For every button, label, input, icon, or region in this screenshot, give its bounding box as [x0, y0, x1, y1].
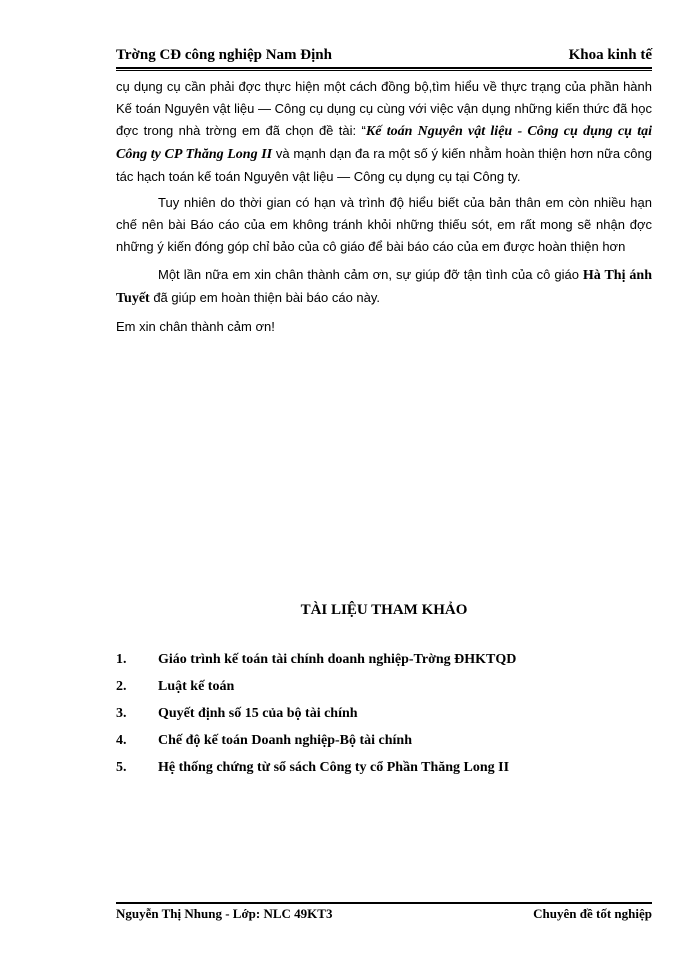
- footer-rule: [116, 902, 652, 904]
- paragraph-3: Một lần nữa em xin chân thành cảm ơn, sự giúp đỡ tận tình của cô giáo Hà Thị ánh Tuyết đã giúp em hoàn thiện bài báo cáo này.: [116, 267, 652, 306]
- reference-item: 2. Luật kế toán: [116, 679, 235, 694]
- advisor-name: Hà Thị ánh Tuyết: [116, 268, 652, 306]
- reference-item: 1. Giáo trình kế toán tài chính doanh nghiệp-Trờng ĐHKTQD: [116, 652, 517, 667]
- header-school: Trờng CĐ công nghiệp Nam Định: [116, 47, 332, 63]
- page-header: [116, 44, 652, 66]
- footer-doc-type: Chuyên đề tốt nghiệp: [533, 906, 652, 921]
- header-rule-thin: [116, 70, 652, 71]
- header-rule: [116, 67, 652, 69]
- references-title: TÀI LIỆU THAM KHẢO: [300, 602, 468, 618]
- footer-author: Nguyễn Thị Nhung - Lớp: NLC 49KT3: [116, 906, 333, 921]
- reference-item: 5. Hệ thống chứng từ sổ sách Công ty cổ Phần Thăng Long II: [116, 760, 510, 775]
- body-text: [116, 76, 652, 338]
- paragraph-1: cụ dụng cụ cần phải đợc thực hiện một cách đồng bộ,tìm hiểu về thực trạng của phần hành Kế toán Nguyên vật liệu — Công cụ dụng cụ cùng với việc vận dụng những kiến thức đã học đợc trong nhà trờng em đã chọn đề tài: “Kế toán Nguyên vật liệu - Công cụ dụng cụ tại Công ty CP Thăng Long II và mạnh dạn đa ra một số ý kiến nhằm hoàn thiện hơn nữa công tác hạch toán kế toán Nguyên vật liệu — Công cụ dụng cụ tại Công ty.: [116, 79, 652, 184]
- reference-item: 4. Chế độ kế toán Doanh nghiệp-Bộ tài chính: [116, 733, 413, 748]
- header-faculty: Khoa kinh tế: [568, 47, 652, 63]
- paragraph-4: Em xin chân thành cảm ơn!: [116, 319, 275, 334]
- references-list: [116, 652, 652, 787]
- reference-item: 3. Quyết định số 15 của bộ tài chính: [116, 706, 358, 721]
- thesis-title: Kế toán Nguyên vật liệu - Công cụ dụng cụ tại Công ty CP Thăng Long II: [116, 124, 652, 162]
- paragraph-2: Tuy nhiên do thời gian có hạn và trình độ hiểu biết của bản thân em còn nhiều hạn chế nên bài Báo cáo của em không tránh khỏi những thiếu sót, em rất mong sẽ nhận đợc những ý kiến đóng góp chỉ bảo của cô giáo để bài báo cáo của em được hoàn thiện hơn: [116, 195, 652, 254]
